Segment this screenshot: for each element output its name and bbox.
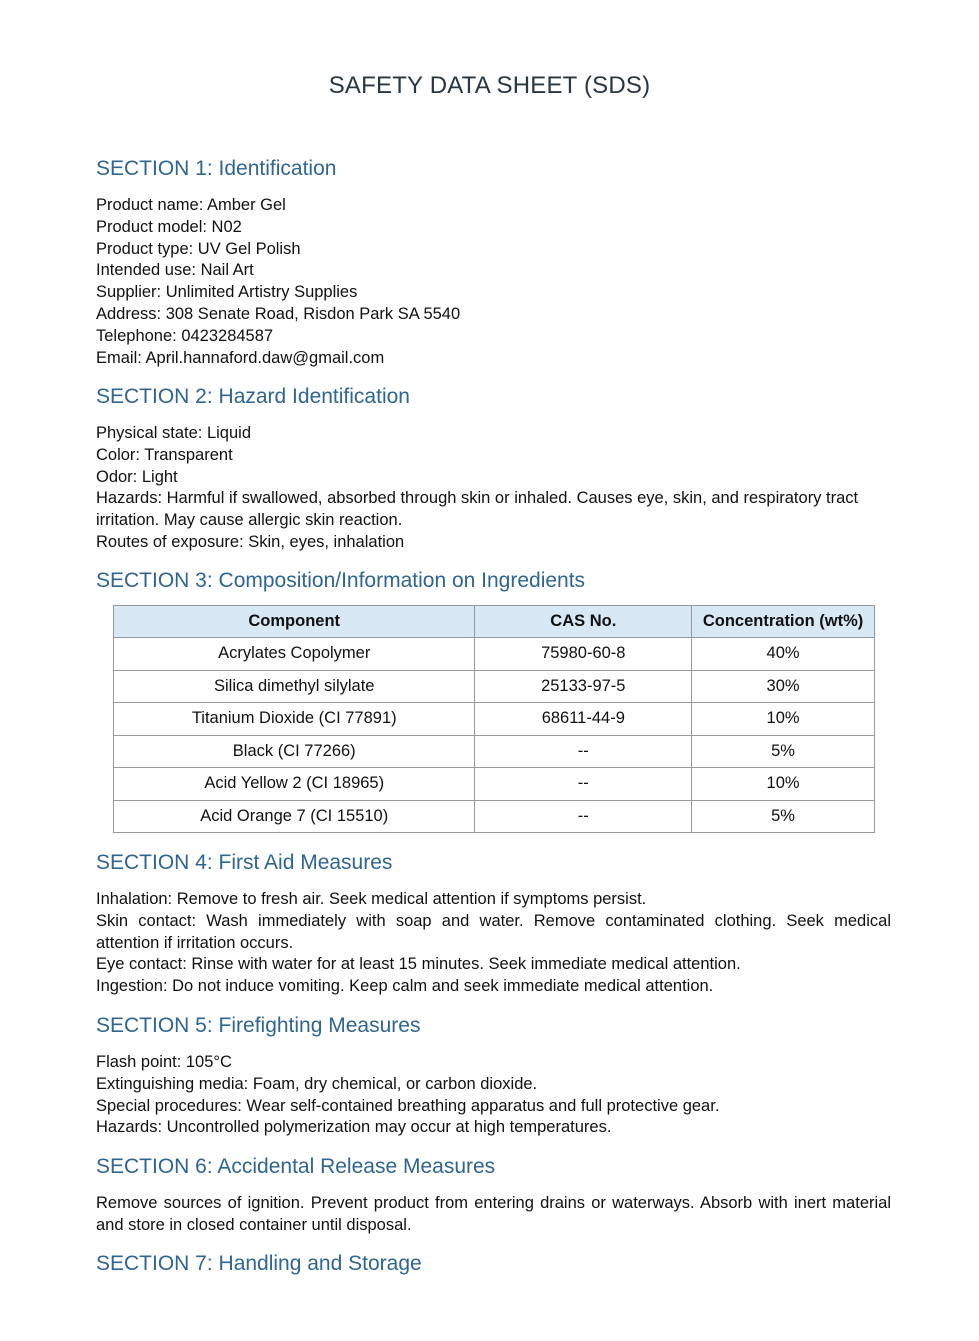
component-cell: Acrylates Copolymer bbox=[114, 638, 475, 671]
flash-point: Flash point: 105°C bbox=[96, 1053, 232, 1071]
table-row bbox=[114, 670, 875, 703]
concentration-cell: 10% bbox=[692, 768, 875, 801]
concentration-cell: 5% bbox=[692, 800, 875, 833]
cas-cell: 75980-60-8 bbox=[475, 638, 692, 671]
column-header-concentration: Concentration (wt%) bbox=[692, 606, 875, 638]
table-row bbox=[114, 800, 875, 833]
special-procedures: Special procedures: Wear self-contained breathing apparatus and full protective gear. bbox=[96, 1096, 720, 1115]
section-heading: SECTION 1: Identification bbox=[96, 157, 337, 180]
section-heading: SECTION 3: Composition/Information on Ingredients bbox=[96, 569, 586, 592]
component-cell: Black (CI 77266) bbox=[114, 735, 475, 768]
section-firefighting bbox=[96, 1013, 891, 1139]
extinguishing-media: Extinguishing media: Foam, dry chemical, or carbon dioxide. bbox=[96, 1074, 538, 1093]
component-cell: Acid Yellow 2 (CI 18965) bbox=[114, 768, 475, 801]
section-heading: SECTION 6: Accidental Release Measures bbox=[96, 1155, 496, 1178]
cas-cell: -- bbox=[475, 800, 692, 833]
routes-of-exposure: Routes of exposure: Skin, eyes, inhalation bbox=[96, 532, 405, 551]
section-heading: SECTION 4: First Aid Measures bbox=[96, 851, 393, 874]
component-cell: Titanium Dioxide (CI 77891) bbox=[114, 703, 475, 736]
section-heading: SECTION 7: Handling and Storage bbox=[96, 1252, 422, 1275]
table-row bbox=[114, 703, 875, 736]
first-aid-eye-contact: Eye contact: Rinse with water for at least 15 minutes. Seek immediate medical attention. bbox=[96, 955, 741, 974]
supplier: Supplier: Unlimited Artistry Supplies bbox=[96, 283, 358, 302]
table-row bbox=[114, 735, 875, 768]
intended-use: Intended use: Nail Art bbox=[96, 261, 254, 280]
cas-cell: -- bbox=[475, 735, 692, 768]
concentration-cell: 5% bbox=[692, 735, 875, 768]
first-aid-ingestion: Ingestion: Do not induce vomiting. Keep calm and seek immediate medical attention. bbox=[96, 977, 714, 996]
concentration-cell: 30% bbox=[692, 670, 875, 703]
product-name: Product name: Amber Gel bbox=[96, 196, 286, 214]
odor: Odor: Light bbox=[96, 467, 178, 486]
section-heading: SECTION 2: Hazard Identification bbox=[96, 385, 410, 408]
component-cell: Silica dimethyl silylate bbox=[114, 670, 475, 703]
section-composition bbox=[96, 568, 891, 594]
hazards: Hazards: Harmful if swallowed, absorbed through skin or inhaled. Causes eye, skin, and respiratory tract irritation. May cause allergic skin reaction. bbox=[96, 489, 859, 530]
column-header-cas: CAS No. bbox=[475, 606, 692, 638]
release-measures-text: Remove sources of ignition. Prevent product from entering drains or waterways. Absorb with inert material and store in closed container until disposal. bbox=[96, 1194, 891, 1234]
table-row bbox=[114, 638, 875, 671]
physical-state: Physical state: Liquid bbox=[96, 424, 252, 442]
cas-cell: 25133-97-5 bbox=[475, 670, 692, 703]
document-title: SAFETY DATA SHEET (SDS) bbox=[328, 72, 651, 99]
product-type: Product type: UV Gel Polish bbox=[96, 239, 301, 258]
section-hazard-identification bbox=[96, 384, 891, 554]
composition-table bbox=[113, 605, 875, 833]
section-accidental-release bbox=[96, 1154, 891, 1237]
telephone: Telephone: 0423284587 bbox=[96, 326, 274, 345]
section-heading: SECTION 5: Firefighting Measures bbox=[96, 1014, 421, 1037]
component-cell: Acid Orange 7 (CI 15510) bbox=[114, 800, 475, 833]
cas-cell: 68611-44-9 bbox=[475, 703, 692, 736]
section-handling-storage bbox=[96, 1251, 891, 1277]
address: Address: 308 Senate Road, Risdon Park SA 5540 bbox=[96, 304, 461, 323]
color: Color: Transparent bbox=[96, 445, 233, 464]
column-header-component: Component bbox=[114, 606, 475, 638]
first-aid-skin-contact: Skin contact: Wash immediately with soap and water. Remove contaminated clothing. Seek medical attention if irritation occurs. bbox=[96, 911, 891, 952]
concentration-cell: 10% bbox=[692, 703, 875, 736]
table-row bbox=[114, 768, 875, 801]
section-identification bbox=[96, 156, 891, 369]
product-model: Product model: N02 bbox=[96, 217, 242, 236]
fire-hazards: Hazards: Uncontrolled polymerization may occur at high temperatures. bbox=[96, 1118, 612, 1137]
table-header-row bbox=[114, 606, 875, 638]
first-aid-inhalation: Inhalation: Remove to fresh air. Seek medical attention if symptoms persist. bbox=[96, 890, 647, 908]
cas-cell: -- bbox=[475, 768, 692, 801]
section-first-aid bbox=[96, 850, 891, 998]
email: Email: April.hannaford.daw@gmail.com bbox=[96, 348, 385, 367]
concentration-cell: 40% bbox=[692, 638, 875, 671]
